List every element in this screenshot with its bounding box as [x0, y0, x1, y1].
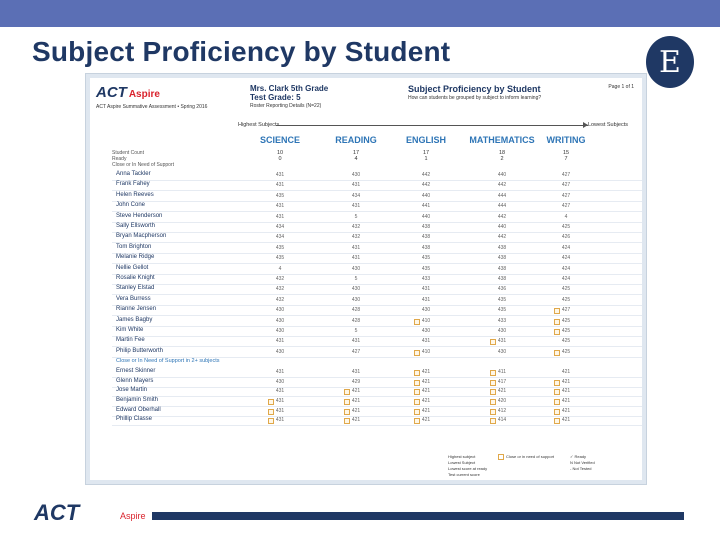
subject-header-reading: READING [335, 135, 377, 145]
student-name: Glenn Mayers [116, 377, 154, 384]
score-cell: 431 [351, 203, 361, 210]
close-support-icon [414, 389, 420, 395]
score-cell: 421 [421, 407, 431, 414]
subject-header-mathematics: MATHEMATICS [469, 135, 535, 145]
not-tested-icon: - [570, 466, 572, 471]
score-cell: 431 [275, 338, 285, 345]
score-cell: 442 [421, 182, 431, 189]
page-indicator: Page 1 of 1 [608, 84, 634, 90]
score-cell: 435 [421, 265, 431, 272]
close-support-icon [344, 418, 350, 424]
score-cell: 430 [351, 265, 361, 272]
score-cell: 424 [561, 265, 571, 272]
score-cell: 425 [561, 224, 571, 230]
score-cell: 430 [275, 307, 285, 314]
score-cell: 421 [421, 388, 431, 395]
score-cell: 432 [275, 296, 285, 303]
student-name: Stanley Elstad [116, 285, 155, 292]
student-name: Frank Fahey [116, 181, 150, 188]
legend-lowest: Lowest Subject [448, 460, 476, 465]
ready-check-icon: ✓ [570, 454, 574, 459]
student-name: Phillip Classe [116, 416, 153, 423]
not-verified-icon: N [570, 460, 573, 465]
close-support-icon [414, 370, 420, 376]
close-support-icon [554, 350, 560, 356]
score-cell: 421 [497, 388, 507, 395]
score-cell: 430 [275, 328, 285, 334]
student-name: Steve Henderson [116, 212, 163, 219]
student-row[interactable] [112, 243, 642, 254]
summary-label: Student Count [112, 150, 144, 156]
summary-value: 17 [422, 150, 430, 156]
close-support-icon [490, 409, 496, 415]
student-name: John Cone [116, 202, 146, 209]
score-cell: 431 [275, 398, 285, 404]
report-question: How can students be grouped by subject to inform learning? [408, 95, 542, 101]
student-name: Tom Brighton [116, 243, 152, 250]
subject-header-science: SCIENCE [259, 135, 301, 145]
score-cell: 421 [561, 388, 571, 395]
score-cell: 430 [497, 348, 507, 355]
legend-not-verified: Not Verified [574, 460, 595, 465]
score-cell: 440 [497, 172, 507, 178]
close-support-icon [490, 399, 496, 405]
legend-close [498, 454, 554, 460]
score-cell: 421 [421, 398, 431, 404]
summary-value: 18 [498, 150, 506, 156]
student-name: Bryan Macpherson [116, 233, 167, 240]
close-support-icon [268, 399, 274, 405]
score-cell: 429 [351, 378, 361, 385]
report-subtitle: ACT Aspire Summative Assessment • Spring 2016 [96, 104, 208, 110]
student-name: Benjamin Smith [116, 397, 159, 403]
score-cell: 440 [421, 213, 431, 220]
student-row[interactable] [112, 170, 642, 181]
summary-row [112, 162, 642, 168]
footer-bar [152, 512, 684, 520]
student-row[interactable] [112, 295, 642, 306]
score-cell: 431 [421, 338, 431, 345]
student-name: Rosalie Knight [116, 275, 155, 281]
student-name: James Bagby [116, 316, 153, 323]
score-cell: 440 [497, 224, 507, 230]
legend-lowest-ready: Lowest score at ready [448, 466, 488, 471]
arrow-line [276, 125, 588, 126]
summary-label: Close or In Need of Support [112, 162, 174, 168]
score-cell: 421 [421, 378, 431, 385]
report-header [90, 78, 642, 116]
student-name: Nellie Gellot [116, 264, 149, 271]
legend-not-tested: Not Tested [572, 466, 592, 471]
score-cell: 441 [421, 203, 431, 210]
score-cell: 425 [561, 296, 571, 303]
score-cell: 427 [561, 172, 571, 178]
score-cell: 435 [421, 255, 431, 262]
close-support-icon [268, 418, 274, 424]
score-cell: 430 [275, 348, 285, 355]
score-cell: 410 [421, 317, 431, 324]
close-support-icon [490, 418, 496, 424]
legend-highest: Highest subject [448, 454, 476, 459]
summary-label: Ready [112, 156, 127, 162]
summary-value: 15 [562, 150, 570, 156]
subject-header-english: ENGLISH [405, 135, 447, 145]
legend-ready: Ready [574, 454, 587, 459]
score-cell: 438 [497, 244, 507, 251]
highest-subjects-label: Highest Subjects [238, 122, 280, 128]
score-cell: 427 [351, 348, 361, 355]
report-title: Subject Proficiency by Student [408, 84, 541, 94]
subject-header-writing: WRITING [546, 135, 586, 145]
close-support-icon [554, 399, 560, 405]
score-cell: 427 [561, 203, 571, 210]
score-cell: 438 [497, 255, 507, 262]
subject-headers [90, 135, 642, 147]
legend-close-text: Close or in need of support [506, 454, 555, 460]
score-cell: 421 [561, 417, 571, 424]
student-name: Vera Burress [116, 295, 151, 302]
logo-act-text: ACT [96, 84, 127, 101]
footer-aspire-logo: Aspire [120, 511, 146, 521]
score-cell: 411 [498, 369, 506, 376]
summary-value: 10 [276, 150, 284, 156]
section-label: Close or In Need of Support in 2+ subjects [116, 358, 220, 365]
subject-order-arrow [238, 122, 628, 132]
student-name: Anna Tackler [116, 171, 151, 177]
e-badge-icon: E [646, 36, 694, 88]
score-cell: 421 [351, 417, 361, 424]
legend-subject-order [448, 454, 487, 478]
summary-value: 1 [424, 156, 428, 162]
score-cell: 425 [561, 338, 571, 345]
score-cell: 430 [275, 378, 285, 385]
student-row[interactable] [112, 415, 642, 426]
student-row[interactable] [112, 305, 642, 316]
close-support-icon [498, 454, 504, 460]
score-cell: 431 [275, 407, 285, 414]
score-cell: 444 [497, 192, 507, 199]
close-support-icon [414, 418, 420, 424]
score-cell: 424 [561, 276, 571, 282]
report-image [86, 74, 646, 484]
score-cell: 427 [561, 192, 571, 199]
score-cell: 431 [497, 338, 507, 345]
close-support-icon [414, 409, 420, 415]
score-cell: 414 [497, 417, 507, 424]
score-cell: 435 [275, 244, 285, 251]
student-row[interactable] [112, 201, 642, 212]
student-row[interactable] [112, 284, 642, 295]
student-row[interactable] [112, 264, 642, 275]
score-cell: 427 [561, 307, 571, 314]
score-cell: 430 [497, 328, 507, 334]
close-support-icon [268, 409, 274, 415]
score-cell: 431 [275, 172, 285, 178]
close-support-icon [414, 399, 420, 405]
score-cell: 424 [561, 255, 571, 262]
score-cell: 431 [275, 203, 285, 210]
lowest-subjects-label: Lowest Subjects [587, 122, 628, 128]
close-support-icon [344, 389, 350, 395]
score-cell: 5 [354, 213, 358, 220]
class-info [250, 84, 328, 111]
score-cell: 5 [354, 328, 358, 334]
close-support-icon [414, 319, 420, 325]
score-cell: 426 [561, 234, 571, 241]
score-cell: 434 [275, 234, 285, 241]
score-cell: 424 [561, 244, 571, 251]
student-name: Rianne Jensen [116, 306, 157, 313]
score-cell: 430 [351, 296, 361, 303]
student-row[interactable] [112, 180, 642, 191]
score-cell: 421 [351, 398, 361, 404]
summary-value: 7 [564, 156, 568, 162]
score-cell: 431 [275, 388, 285, 395]
student-row[interactable] [112, 347, 642, 358]
student-row[interactable] [112, 222, 642, 233]
score-cell: 421 [351, 388, 361, 395]
top-banner [0, 0, 720, 27]
close-support-icon [344, 409, 350, 415]
score-cell: 431 [351, 182, 361, 189]
close-support-icon [490, 370, 496, 376]
score-cell: 438 [497, 276, 507, 282]
close-support-icon [554, 409, 560, 415]
score-cell: 4 [278, 265, 282, 272]
student-name: Philip Butterworth [116, 347, 164, 354]
logo-aspire-text: Aspire [128, 89, 160, 100]
student-row[interactable] [112, 274, 642, 285]
score-cell: 432 [351, 234, 361, 241]
score-cell: 428 [351, 307, 361, 314]
score-cell: 425 [561, 328, 571, 334]
score-cell: 421 [351, 407, 361, 414]
score-cell: 431 [351, 255, 361, 262]
student-name: Melanie Ridge [116, 254, 155, 261]
score-cell: 431 [351, 338, 361, 345]
score-cell: 425 [561, 286, 571, 293]
close-support-icon [554, 389, 560, 395]
student-row[interactable] [112, 326, 642, 337]
close-support-icon [554, 329, 560, 335]
score-cell: 431 [275, 369, 285, 376]
class-title: Mrs. Clark 5th Grade [250, 84, 329, 93]
student-name: Jose Martin [116, 387, 148, 394]
score-cell: 433 [497, 317, 507, 324]
score-cell: 433 [421, 276, 431, 282]
score-cell: 435 [275, 255, 285, 262]
close-support-icon [414, 380, 420, 386]
close-support-icon [554, 380, 560, 386]
score-cell: 430 [351, 286, 361, 293]
score-cell: 442 [497, 234, 507, 241]
score-cell: 442 [497, 213, 507, 220]
score-cell: 431 [421, 296, 431, 303]
score-cell: 430 [275, 317, 285, 324]
student-name: Martin Fee [116, 337, 145, 344]
summary-value: 2 [500, 156, 504, 162]
score-cell: 425 [561, 317, 571, 324]
score-cell: 421 [561, 378, 571, 385]
score-cell: 442 [421, 172, 431, 178]
score-cell: 412 [497, 407, 507, 414]
score-cell: 431 [351, 369, 361, 376]
score-cell: 438 [421, 234, 431, 241]
score-cell: 4 [564, 213, 568, 220]
close-support-icon [554, 418, 560, 424]
close-support-icon [490, 389, 496, 395]
score-cell: 428 [351, 317, 361, 324]
score-cell: 435 [275, 192, 285, 199]
score-cell: 431 [351, 244, 361, 251]
score-cell: 421 [421, 417, 431, 424]
score-cell: 438 [421, 244, 431, 251]
close-support-icon [490, 339, 496, 345]
close-support-icon [554, 319, 560, 325]
legend-test-current: Test current score [448, 472, 480, 477]
student-row[interactable] [112, 191, 642, 202]
close-support-icon [344, 399, 350, 405]
score-cell: 438 [497, 265, 507, 272]
student-name: Helen Reeves [116, 191, 154, 198]
student-row[interactable] [112, 253, 642, 264]
slide-title: Subject Proficiency by Student [32, 36, 451, 67]
student-row[interactable] [112, 316, 642, 327]
score-cell: 435 [497, 296, 507, 303]
score-cell: 430 [421, 307, 431, 314]
score-cell: 432 [351, 224, 361, 230]
student-name: Ernest Skinner [116, 368, 156, 375]
score-cell: 432 [275, 286, 285, 293]
summary-value: 0 [278, 156, 282, 162]
score-cell: 431 [275, 417, 285, 424]
close-support-icon [554, 308, 560, 314]
student-name: Edward Oberhall [116, 406, 161, 413]
score-cell: 440 [421, 192, 431, 199]
score-cell: 421 [561, 398, 571, 404]
score-cell: 420 [497, 398, 507, 404]
score-cell: 430 [351, 172, 361, 178]
score-cell: 432 [275, 276, 285, 282]
student-row[interactable] [112, 232, 642, 243]
score-cell: 410 [421, 348, 431, 355]
score-cell: 430 [421, 328, 431, 334]
score-cell: 5 [354, 276, 358, 282]
summary-value: 17 [352, 150, 360, 156]
student-row[interactable] [112, 336, 642, 347]
score-cell: 438 [421, 224, 431, 230]
close-support-icon [490, 380, 496, 386]
class-subtitle: Roster Reporting Details (N=22) [250, 103, 322, 109]
footer-act-logo: ACT [34, 500, 80, 525]
score-cell: 417 [497, 378, 507, 385]
student-name: Kim White [116, 327, 144, 333]
test-grade: Test Grade: 5 [250, 93, 301, 102]
score-cell: 431 [421, 286, 431, 293]
student-name: Sally Ellsworth [116, 223, 156, 229]
act-aspire-logo [96, 84, 160, 101]
student-row[interactable] [112, 212, 642, 223]
score-cell: 427 [561, 182, 571, 189]
score-cell: 434 [351, 192, 361, 199]
score-cell: 431 [275, 182, 285, 189]
score-cell: 425 [561, 348, 571, 355]
close-support-icon [414, 350, 420, 356]
score-cell: 436 [497, 286, 507, 293]
score-cell: 421 [561, 407, 571, 414]
summary-value: 4 [354, 156, 358, 162]
score-cell: 434 [275, 224, 285, 230]
score-cell: 421 [561, 369, 571, 376]
score-cell: 421 [421, 369, 431, 376]
score-cell: 435 [497, 307, 507, 314]
score-cell: 442 [497, 182, 507, 189]
legend-status [570, 454, 595, 472]
score-cell: 431 [275, 213, 285, 220]
score-cell: 444 [497, 203, 507, 210]
